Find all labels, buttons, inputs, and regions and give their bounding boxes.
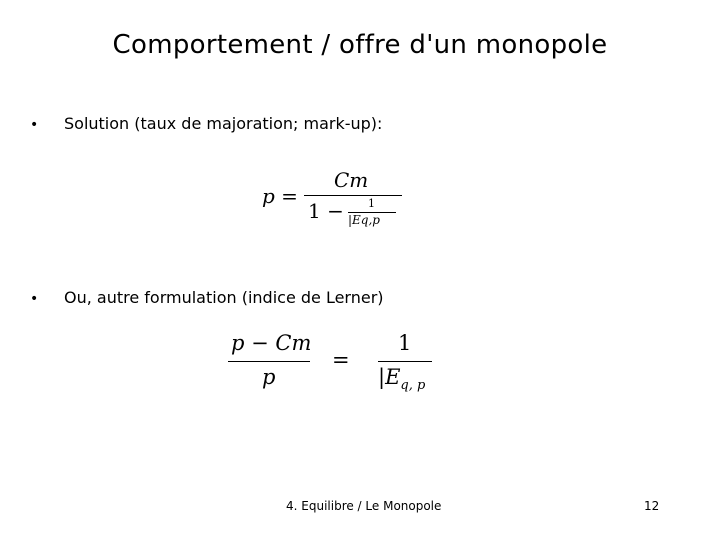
lerner-formula	[228, 330, 448, 394]
bullet-item	[30, 288, 384, 307]
inner-numerator: 1	[368, 197, 375, 210]
bullet-icon: •	[30, 291, 39, 307]
right-fraction-bar	[378, 361, 432, 362]
left-fraction-bar	[228, 361, 310, 362]
right-numerator: 1	[398, 331, 412, 355]
elasticity-symbol: |E	[378, 365, 401, 389]
slide-title: Comportement / offre d'un monopole	[112, 30, 608, 60]
bullet-item	[30, 114, 382, 133]
markup-formula	[262, 168, 412, 234]
bullet-text: Solution (taux de majoration; mark-up):	[64, 114, 383, 133]
formula-denominator-lead: 1 −	[308, 199, 344, 223]
left-denominator: p	[262, 365, 276, 389]
right-denominator	[378, 365, 425, 393]
formula-numerator: Cm	[334, 168, 369, 192]
page-number: 12	[644, 499, 660, 513]
slide-footer: 4. Equilibre / Le Monopole	[286, 499, 442, 513]
fraction-bar	[304, 195, 402, 196]
elasticity-subscript: q, p	[400, 378, 426, 394]
bullet-text: Ou, autre formulation (indice de Lerner)	[64, 288, 384, 307]
bullet-icon: •	[30, 117, 39, 133]
formula-lhs: p =	[262, 184, 298, 208]
inner-denominator: |Eq,p	[348, 213, 380, 227]
left-numerator: p − Cm	[231, 331, 312, 355]
equals-sign: =	[332, 348, 350, 372]
